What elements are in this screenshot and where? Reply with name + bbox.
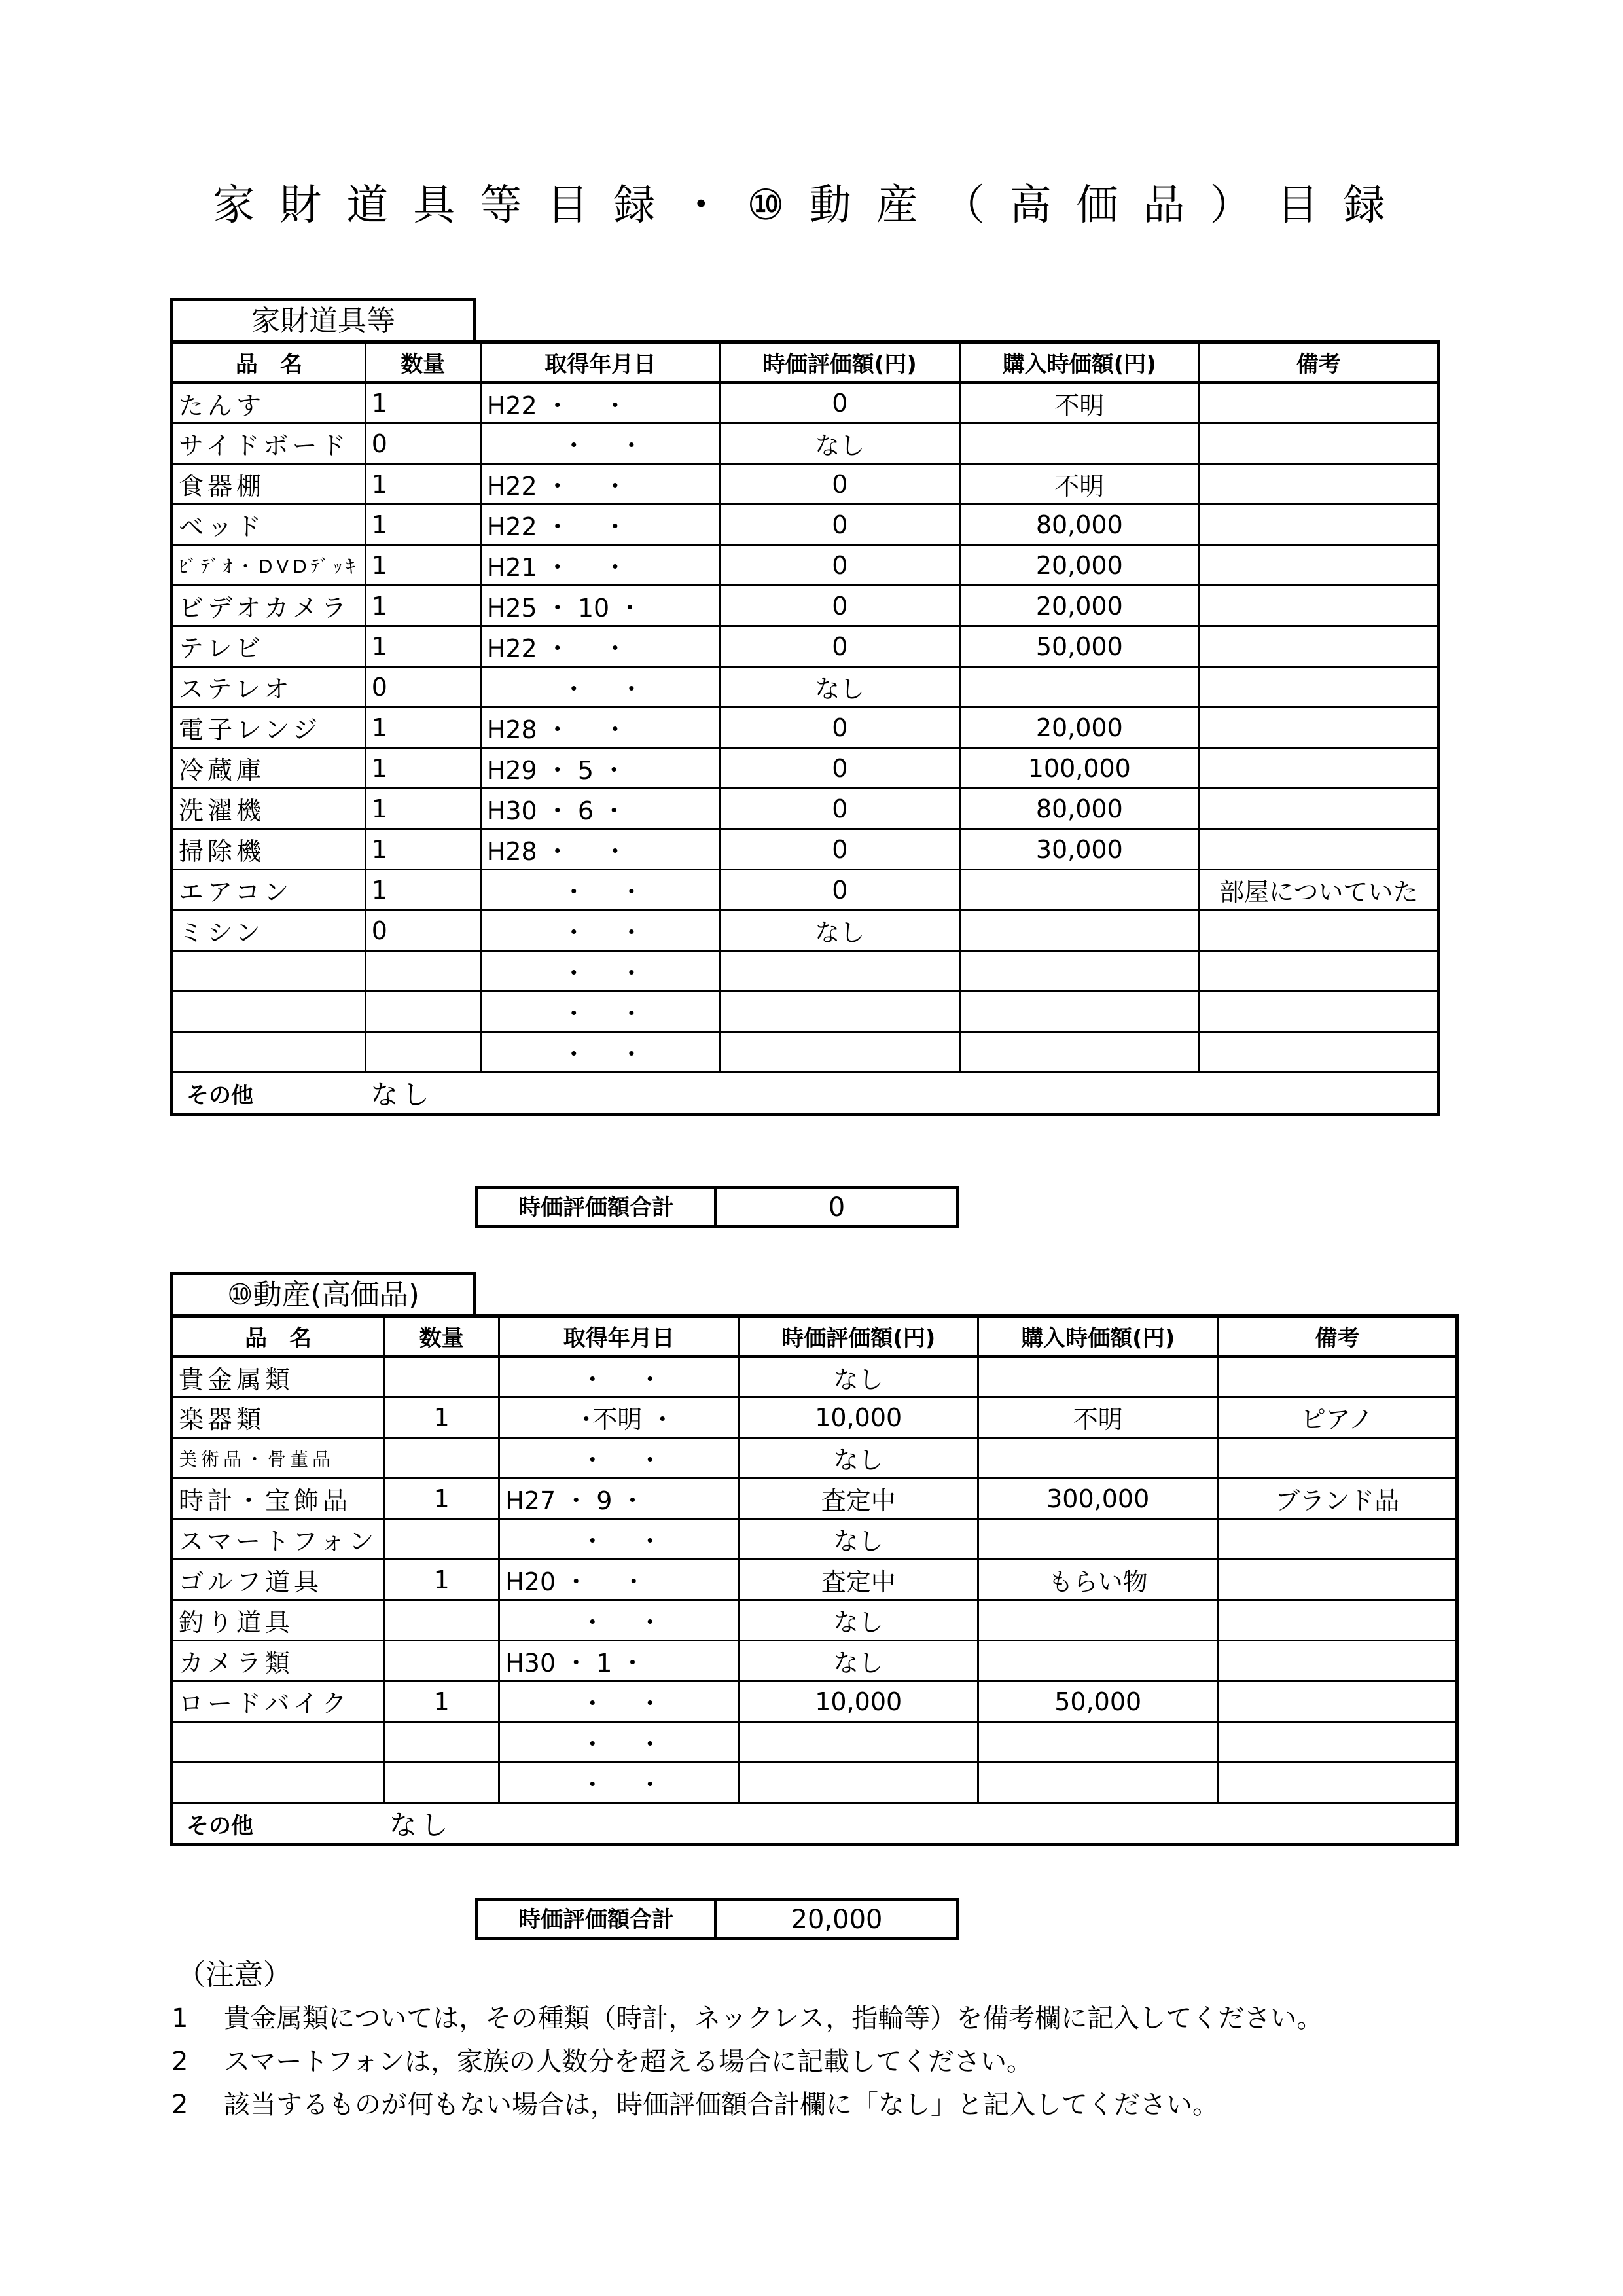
cell-date: H21 ・ ・ (480, 545, 720, 586)
cell-qty (365, 1032, 480, 1073)
cell-value: 0 (720, 870, 959, 910)
column-header: 購入時価額(円) (959, 342, 1199, 383)
cell-name: カメラ類 (172, 1641, 384, 1681)
cell-price: 30,000 (959, 829, 1199, 870)
cell-value: なし (739, 1519, 978, 1560)
cell-note (1218, 1722, 1457, 1763)
cell-qty (384, 1438, 499, 1479)
cell-value: 0 (720, 708, 959, 748)
cell-name (172, 992, 366, 1032)
cell-price (978, 1641, 1218, 1681)
table-row (172, 1560, 1457, 1600)
cell-value: 査定中 (739, 1479, 978, 1519)
cell-name (172, 1722, 384, 1763)
cell-note (1199, 789, 1438, 829)
cell-qty: 1 (384, 1681, 499, 1722)
cell-name: 釣り道具 (172, 1600, 384, 1641)
cell-note: 部屋についていた (1199, 870, 1438, 910)
table-row (172, 1641, 1457, 1681)
cell-price: 20,000 (959, 545, 1199, 586)
cell-note (1218, 1763, 1457, 1803)
cell-note (1199, 626, 1438, 667)
cell-value: 査定中 (739, 1560, 978, 1600)
cell-price (959, 870, 1199, 910)
cell-qty: 1 (365, 464, 480, 505)
cell-value (739, 1722, 978, 1763)
cell-name: たんす (172, 383, 366, 423)
cell-name (172, 1763, 384, 1803)
cell-value: 0 (720, 626, 959, 667)
cell-name (172, 1032, 366, 1073)
cell-qty (365, 951, 480, 992)
cell-price (978, 1600, 1218, 1641)
cell-name: 洗濯機 (172, 789, 366, 829)
cell-date: ・ ・ (499, 1438, 739, 1479)
column-header: 備考 (1218, 1316, 1457, 1357)
total-label: 時価評価額合計 (475, 1898, 717, 1940)
cell-qty: 1 (384, 1479, 499, 1519)
cell-price: もらい物 (978, 1560, 1218, 1600)
cell-date: ・ ・ (499, 1600, 739, 1641)
cell-date: ・ ・ (480, 910, 720, 951)
cell-note (1218, 1357, 1457, 1397)
table-row (172, 870, 1439, 910)
section-tab-household: 家財道具等 (170, 298, 476, 341)
cell-value: 0 (720, 545, 959, 586)
column-header: 数量 (365, 342, 480, 383)
cell-qty: 1 (365, 789, 480, 829)
table-row (172, 383, 1439, 423)
table-row (172, 789, 1439, 829)
cell-name: ベッド (172, 505, 366, 545)
cell-value: 10,000 (739, 1681, 978, 1722)
table-row (172, 586, 1439, 626)
cell-value (720, 992, 959, 1032)
cell-note: ピアノ (1218, 1397, 1457, 1438)
table-row (172, 545, 1439, 586)
cell-date: H20 ・ ・ (499, 1560, 739, 1600)
cell-name: 時計・宝飾品 (172, 1479, 384, 1519)
cell-date: ・ ・ (480, 870, 720, 910)
cell-price (978, 1519, 1218, 1560)
cell-qty: 1 (365, 626, 480, 667)
cell-date: ・ ・ (499, 1722, 739, 1763)
cell-name: エアコン (172, 870, 366, 910)
cell-name: ビデオカメラ (172, 586, 366, 626)
cell-qty: 0 (365, 910, 480, 951)
cell-price: 80,000 (959, 789, 1199, 829)
cell-value: 0 (720, 829, 959, 870)
cell-note (1199, 951, 1438, 992)
table-row (172, 829, 1439, 870)
note-item: 1 貴金属類については，その種類（時計，ネックレス，指輪等）を備考欄に記入してください。 (171, 2003, 1323, 2034)
table-row (172, 667, 1439, 708)
cell-value: なし (720, 423, 959, 464)
total-value: 20,000 (717, 1898, 959, 1940)
cell-value: 0 (720, 505, 959, 545)
cell-price (978, 1357, 1218, 1397)
cell-name: 食器棚 (172, 464, 366, 505)
cell-value: 0 (720, 383, 959, 423)
notes-heading: （注意） (177, 1958, 292, 1992)
cell-note (1199, 505, 1438, 545)
cell-name: 掃除機 (172, 829, 366, 870)
total-value: 0 (717, 1186, 959, 1228)
cell-name: テレビ (172, 626, 366, 667)
column-header: 品 名 (172, 342, 366, 383)
table-row (172, 748, 1439, 789)
cell-date: H28 ・ ・ (480, 708, 720, 748)
table-row (172, 1397, 1457, 1438)
cell-price: 20,000 (959, 708, 1199, 748)
household-total (475, 1186, 959, 1228)
header-row (172, 1316, 1457, 1357)
cell-date: H30 ・ 1 ・ (499, 1641, 739, 1681)
cell-name: ミシン (172, 910, 366, 951)
other-value: なし (365, 1073, 1438, 1115)
cell-value: なし (739, 1438, 978, 1479)
cell-qty: 1 (365, 505, 480, 545)
cell-name: 貴金属類 (172, 1357, 384, 1397)
cell-date: H22 ・ ・ (480, 383, 720, 423)
cell-name: ロードバイク (172, 1681, 384, 1722)
cell-value (720, 951, 959, 992)
table-row (172, 423, 1439, 464)
cell-note (1199, 748, 1438, 789)
cell-qty: 1 (384, 1397, 499, 1438)
table-row (172, 1600, 1457, 1641)
cell-qty: 1 (365, 383, 480, 423)
cell-qty: 1 (365, 748, 480, 789)
cell-value: なし (739, 1641, 978, 1681)
cell-value: 0 (720, 748, 959, 789)
note-item: 2 該当するものが何もない場合は，時価評価額合計欄に「なし」と記入してください。 (171, 2090, 1219, 2120)
cell-qty: 0 (365, 667, 480, 708)
cell-date: H28 ・ ・ (480, 829, 720, 870)
cell-note (1199, 586, 1438, 626)
table-row (172, 951, 1439, 992)
column-header: 取得年月日 (499, 1316, 739, 1357)
cell-price: 不明 (959, 383, 1199, 423)
cell-price (959, 1032, 1199, 1073)
other-value: なし (384, 1803, 1457, 1845)
column-header: 時価評価額(円) (720, 342, 959, 383)
cell-value (720, 1032, 959, 1073)
cell-value: 0 (720, 789, 959, 829)
column-header: 取得年月日 (480, 342, 720, 383)
table-row (172, 1722, 1457, 1763)
header-row (172, 342, 1439, 383)
cell-name: ﾋﾞﾃﾞｵ・DVDﾃﾞｯｷ (172, 545, 366, 586)
cell-name (172, 951, 366, 992)
table-row (172, 1438, 1457, 1479)
cell-qty (384, 1357, 499, 1397)
cell-date: H25 ・ 10 ・ (480, 586, 720, 626)
cell-date: H27 ・ 9 ・ (499, 1479, 739, 1519)
table-row (172, 910, 1439, 951)
valuables-table (170, 1314, 1459, 1846)
cell-date: ・ ・ (480, 951, 720, 992)
table-row (172, 708, 1439, 748)
cell-note (1199, 829, 1438, 870)
cell-name: 楽器類 (172, 1397, 384, 1438)
table-row (172, 1357, 1457, 1397)
valuables-total (475, 1898, 959, 1940)
cell-note (1218, 1600, 1457, 1641)
cell-qty: 1 (384, 1560, 499, 1600)
cell-price: 50,000 (978, 1681, 1218, 1722)
cell-price (978, 1438, 1218, 1479)
cell-value: なし (739, 1600, 978, 1641)
cell-note (1199, 423, 1438, 464)
cell-note (1199, 545, 1438, 586)
cell-note (1199, 383, 1438, 423)
cell-note (1199, 910, 1438, 951)
page-title: 家財道具等目録・⑩動産（高価品）目録 (213, 181, 1410, 230)
cell-note (1199, 708, 1438, 748)
cell-price (978, 1763, 1218, 1803)
cell-date: H30 ・ 6 ・ (480, 789, 720, 829)
other-row (172, 1073, 1439, 1115)
table-row (172, 1763, 1457, 1803)
cell-price (959, 910, 1199, 951)
cell-date: ・ ・ (480, 667, 720, 708)
cell-value: 10,000 (739, 1397, 978, 1438)
table-row (172, 1032, 1439, 1073)
cell-qty: 1 (365, 829, 480, 870)
notes (171, 1954, 1323, 2126)
column-header: 品 名 (172, 1316, 384, 1357)
total-label: 時価評価額合計 (475, 1186, 717, 1228)
cell-value (739, 1763, 978, 1803)
cell-qty (384, 1641, 499, 1681)
cell-value: 0 (720, 464, 959, 505)
cell-note (1199, 667, 1438, 708)
column-header: 時価評価額(円) (739, 1316, 978, 1357)
table-row (172, 505, 1439, 545)
cell-price (959, 667, 1199, 708)
cell-date: H29 ・ 5 ・ (480, 748, 720, 789)
cell-price: 100,000 (959, 748, 1199, 789)
table-row (172, 992, 1439, 1032)
cell-price: 不明 (978, 1397, 1218, 1438)
cell-qty: 1 (365, 870, 480, 910)
cell-date: H22 ・ ・ (480, 505, 720, 545)
table-row (172, 464, 1439, 505)
cell-date: H22 ・ ・ (480, 626, 720, 667)
other-label: その他 (172, 1803, 384, 1845)
cell-name: ステレオ (172, 667, 366, 708)
cell-date: ・ ・ (499, 1519, 739, 1560)
cell-price (959, 951, 1199, 992)
cell-note (1218, 1519, 1457, 1560)
cell-value: なし (720, 910, 959, 951)
cell-value: なし (739, 1357, 978, 1397)
cell-value: なし (720, 667, 959, 708)
cell-price (959, 423, 1199, 464)
cell-date: ・ ・ (499, 1357, 739, 1397)
cell-qty: 1 (365, 545, 480, 586)
cell-date: H22 ・ ・ (480, 464, 720, 505)
cell-qty (384, 1722, 499, 1763)
cell-note: ブランド品 (1218, 1479, 1457, 1519)
cell-date: ・ ・ (480, 1032, 720, 1073)
cell-note (1218, 1681, 1457, 1722)
cell-price (978, 1722, 1218, 1763)
table-row (172, 1681, 1457, 1722)
cell-name: ゴルフ道具 (172, 1560, 384, 1600)
cell-value: 0 (720, 586, 959, 626)
table-row (172, 626, 1439, 667)
other-row (172, 1803, 1457, 1845)
cell-price (959, 992, 1199, 1032)
table-row (172, 1479, 1457, 1519)
cell-date: ・ ・ (480, 423, 720, 464)
cell-date: ・ ・ (499, 1681, 739, 1722)
cell-price: 不明 (959, 464, 1199, 505)
cell-note (1218, 1438, 1457, 1479)
cell-qty: 1 (365, 708, 480, 748)
column-header: 数量 (384, 1316, 499, 1357)
cell-qty (384, 1763, 499, 1803)
cell-note (1199, 992, 1438, 1032)
table-row (172, 1519, 1457, 1560)
cell-price: 20,000 (959, 586, 1199, 626)
cell-note (1218, 1641, 1457, 1681)
cell-name: サイドボード (172, 423, 366, 464)
section-tab-valuables: ⑩動産(高価品) (170, 1272, 476, 1315)
column-header: 購入時価額(円) (978, 1316, 1218, 1357)
cell-qty: 1 (365, 586, 480, 626)
cell-date: ・ ・ (480, 992, 720, 1032)
cell-name: 電子レンジ (172, 708, 366, 748)
cell-note (1218, 1560, 1457, 1600)
cell-name: スマートフォン (172, 1519, 384, 1560)
note-item: 2 スマートフォンは，家族の人数分を超える場合に記載してください。 (171, 2047, 1033, 2077)
cell-qty (384, 1600, 499, 1641)
cell-date: ・ ・ (499, 1763, 739, 1803)
cell-note (1199, 464, 1438, 505)
cell-price: 50,000 (959, 626, 1199, 667)
cell-note (1199, 1032, 1438, 1073)
column-header: 備考 (1199, 342, 1438, 383)
cell-qty (365, 992, 480, 1032)
cell-name: 美術品・骨董品 (172, 1438, 384, 1479)
other-label: その他 (172, 1073, 366, 1115)
cell-qty: 0 (365, 423, 480, 464)
cell-date: ･不明 ・ (499, 1397, 739, 1438)
cell-name: 冷蔵庫 (172, 748, 366, 789)
cell-price: 300,000 (978, 1479, 1218, 1519)
cell-qty (384, 1519, 499, 1560)
household-goods-table (170, 340, 1440, 1116)
cell-price: 80,000 (959, 505, 1199, 545)
